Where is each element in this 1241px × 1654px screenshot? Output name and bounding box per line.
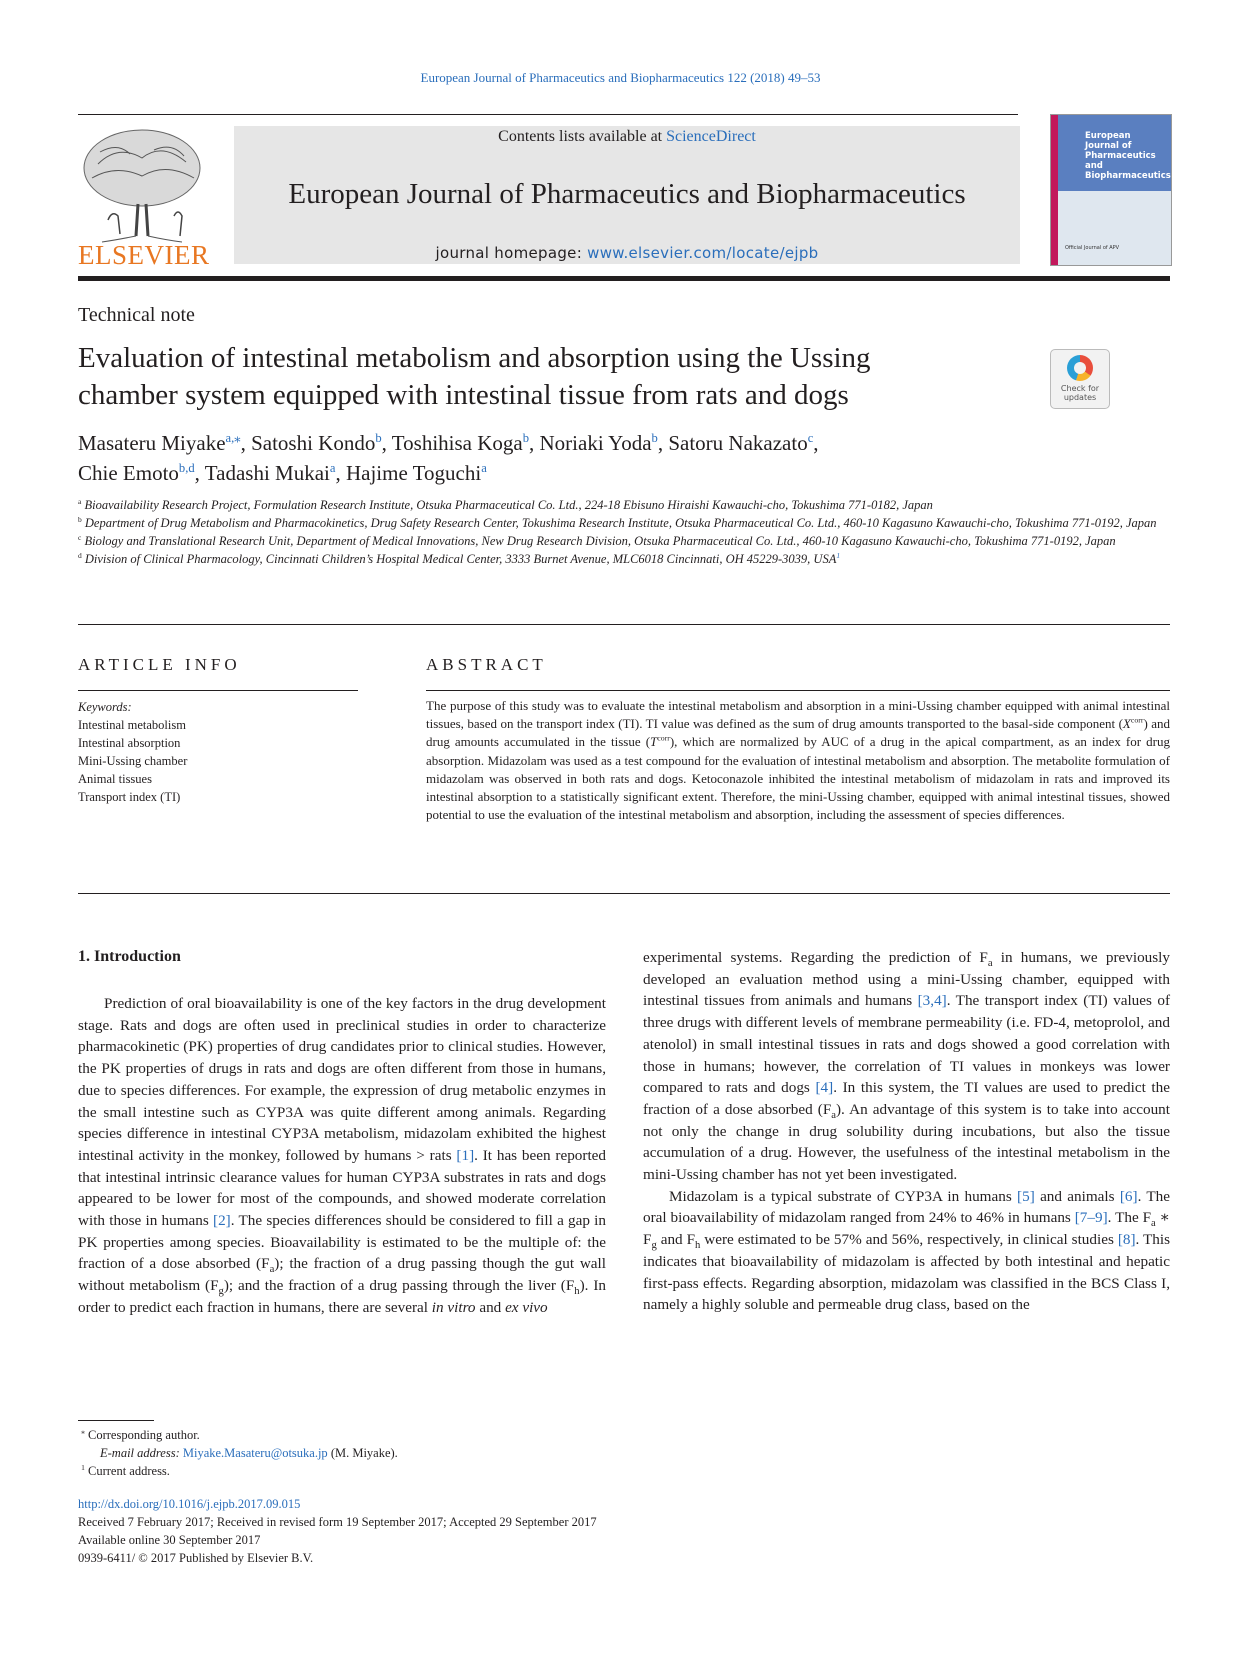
text-segment: Midazolam is a typical substrate of CYP3A in humans	[669, 1187, 1018, 1205]
publication-info	[78, 1495, 597, 1567]
footnote-corresponding	[78, 1426, 398, 1444]
author-affil-mark[interactable]: b	[651, 431, 658, 445]
keyword: Animal tissues	[78, 772, 152, 786]
text-segment: . The F	[1107, 1209, 1152, 1227]
italic-term: ex vivo	[505, 1298, 548, 1316]
affiliations	[78, 496, 1170, 568]
journal-name: European Journal of Pharmaceutics and Biopharmaceutics	[288, 178, 966, 210]
contents-prefix: Contents lists available at	[498, 128, 667, 145]
abstract-superscript: corr	[657, 734, 670, 744]
citation-link[interactable]: [3,4]	[917, 992, 947, 1010]
copyright: 0939-6411/ © 2017 Published by Elsevier B.V.	[78, 1551, 314, 1565]
text-segment: Prediction of oral bioavailability is one of the key factors in the drug development stage. Rats and dogs are often used in preclinical studies in order to characterize pharmacokinetic (PK) properties of drug candidates prior to clinical studies. However, the PK properties of drugs in rats and dogs are often different from those in humans, due to species differences. For example, the expression of drug metabolic enzymes in the small intestine such as CYP3A was quite different among animals. Regarding species difference in intestinal CYP3A metabolism, midazolam exhibited the highest intestinal activity in the monkey, followed by humans > rats	[78, 995, 606, 1164]
email-link[interactable]: Miyake.Masateru@otsuka.jp	[182, 1446, 328, 1460]
online-date: Available online 30 September 2017	[78, 1533, 261, 1547]
keyword: Mini-Ussing chamber	[78, 754, 188, 768]
cover-footer: Official Journal of APV	[1065, 245, 1120, 251]
check-updates-line: Check for	[1060, 384, 1100, 393]
text-segment: were estimated to be 57% and 56%, respectively, in clinical studies	[700, 1231, 1118, 1249]
text-segment: . The oral bioavailability of midazolam ranged from 24% to 46% in humans	[643, 1187, 1170, 1227]
citation-link[interactable]: [8]	[1117, 1231, 1136, 1249]
introduction-heading: 1. Introduction	[78, 948, 181, 965]
article-info-divider	[78, 690, 358, 691]
abstract-text	[426, 697, 1170, 824]
abstract-bottom-divider	[78, 893, 1170, 894]
keywords-label: Keywords:	[78, 700, 132, 714]
author-name[interactable]: Chie Emoto	[78, 461, 179, 485]
abstract-segment: The purpose of this study was to evaluate the intestinal metabolism and absorption in a mini-Ussing chamber equipped with animal intestinal tissues, based on the transport index (TI). TI value was defined as the sum of drug amounts transported to the basal-side component (	[426, 698, 1170, 732]
subscript: a	[269, 1264, 275, 1276]
subscript: a	[831, 1109, 836, 1121]
text-segment: ); and the fraction of a drug passing through the liver (F	[223, 1277, 575, 1295]
citation-link[interactable]: [5]	[1017, 1187, 1035, 1205]
corresponding-mark[interactable]: ⁎	[234, 431, 241, 445]
elsevier-wordmark: ELSEVIER	[78, 240, 210, 270]
text-segment: and F	[656, 1231, 696, 1249]
affiliation	[78, 514, 1170, 532]
keyword: Intestinal absorption	[78, 736, 181, 750]
author-affil-mark[interactable]: a,	[225, 431, 235, 445]
author-name[interactable]: Noriaki Yoda	[539, 431, 652, 455]
author-name[interactable]: Toshihisa Koga	[391, 431, 523, 455]
citation-link[interactable]: [7–9]	[1074, 1209, 1108, 1227]
doi-link[interactable]: http://dx.doi.org/10.1016/j.ejpb.2017.09.015	[78, 1497, 301, 1511]
author-name[interactable]: Satoru Nakazato	[668, 431, 808, 455]
subscript: h	[574, 1286, 580, 1298]
affiliation-text: Division of Clinical Pharmacology, Cincinnati Children’s Hospital Medical Center, 3333 Burnet Avenue, MLC6018 Cincinnati, OH 45229-3039, USA	[84, 552, 837, 566]
abstract-heading: ABSTRACT	[426, 655, 547, 674]
article-type: Technical note	[78, 304, 195, 326]
homepage-line	[234, 244, 1020, 262]
author-affil-mark[interactable]: a	[329, 461, 336, 475]
author-name[interactable]: Tadashi Mukai	[204, 461, 330, 485]
text-segment: . In this system, the TI values are used to predict the fraction of a dose absorbed (F	[643, 1079, 1170, 1118]
author-affil-mark[interactable]: a	[481, 461, 487, 475]
citation-link[interactable]: [6]	[1119, 1187, 1138, 1205]
author-affil-mark[interactable]: b	[375, 431, 382, 445]
affiliation	[78, 550, 1170, 568]
footnote-ref[interactable]: 1	[836, 550, 841, 560]
title-line: chamber system equipped with intestinal tissue from rats and dogs	[78, 379, 849, 411]
affiliation-mark: b	[78, 514, 82, 524]
footnote-text: Corresponding author.	[88, 1428, 200, 1442]
homepage-prefix: journal homepage:	[435, 244, 588, 262]
journal-cover-thumbnail[interactable]	[1050, 114, 1172, 266]
paragraph	[643, 947, 1170, 1186]
header-thick-divider	[78, 276, 1170, 281]
intro-left-column	[78, 993, 606, 1319]
check-updates-label	[1051, 384, 1109, 402]
citation-link[interactable]: [4]	[815, 1079, 834, 1097]
text-segment: experimental systems. Regarding the prediction of F	[643, 949, 988, 966]
abstract-symbol: X	[1122, 716, 1131, 732]
footnote-current-address	[78, 1462, 398, 1480]
email-suffix: (M. Miyake).	[327, 1446, 398, 1460]
author-name[interactable]: Satoshi Kondo	[251, 431, 376, 455]
cover-title	[1085, 131, 1171, 181]
title-line: Evaluation of intestinal metabolism and absorption using the Ussing	[78, 342, 871, 374]
subscript: g	[651, 1240, 657, 1252]
citation-link[interactable]: [1]	[456, 1146, 475, 1164]
paragraph	[78, 993, 606, 1319]
text-segment: and animals	[1034, 1187, 1120, 1205]
text-segment: ∗ F	[643, 1209, 1170, 1249]
affiliation-mark: c	[78, 532, 82, 542]
affiliation-text: Biology and Translational Research Unit, Department of Medical Innovations, New Drug Research Division, Otsuka Pharmaceutical Co. Ltd., 460-10 Kagasuno Kawauchi-cho, Tokushima 771-0192, Japan	[84, 534, 1116, 548]
subscript: a	[1151, 1218, 1156, 1230]
abstract-superscript: corr	[1130, 715, 1144, 725]
cover-title-line: Pharmaceutics and	[1085, 151, 1156, 171]
affiliation	[78, 532, 1170, 550]
paragraph	[643, 1186, 1170, 1316]
keyword: Intestinal metabolism	[78, 718, 186, 732]
cover-title-line: Journal of	[1085, 141, 1132, 151]
author-name[interactable]: Masateru Miyake	[78, 431, 226, 455]
abstract-segment: ) and drug amounts accumulated in the tissue (	[426, 716, 1171, 750]
affiliation-text: Department of Drug Metabolism and Pharmacokinetics, Drug Safety Research Center, Tokushima Research Institute, Otsuka Pharmaceutical Co. Ltd., 460-10 Kagasuno Kawauchi-cho, Tokushima 771-0192, Japan	[84, 516, 1157, 530]
author-list: Masateru Miyake$^{a,⁎}$, Satoshi Kondo$^b$, Toshihisa Koga$^b$, Noriaki Yoda$^b$, Satoru Nakazato$^c$, Chie Emoto$^{b,d}$, Tadashi Mukai$^a$, Hajime Toguchi$^a$	[78, 431, 819, 485]
affiliation-mark: a	[78, 496, 82, 506]
author-affil-mark[interactable]: b	[522, 431, 530, 445]
intro-right-column	[643, 947, 1170, 1316]
text-segment: ); the fraction of a drug passing though the gut wall without metabolism (F	[78, 1255, 606, 1295]
affiliation	[78, 496, 1170, 514]
affiliation-mark: d	[78, 550, 82, 560]
author-affil-mark[interactable]: c	[807, 431, 814, 445]
cover-stripe	[1051, 115, 1058, 265]
footnotes	[78, 1426, 398, 1480]
abstract-segment: ), which are normalized by AUC of a drug in the apical compartment, as an index for drug absorption. Midazolam was used as a test compound for the evaluation of intestinal metabolism and absorption. The metabolite formulation of midazolam was observed in both rats and dogs. Ketoconazole inhibited the intestinal metabolism of midazolam in rats and improved its intestinal absorption to a statistically significant extent. Therefore, the mini-Ussing chamber, equipped with animal intestinal tissues, showed potential to use the evaluation of the intestinal metabolism and absorption, including the assessment of species differences.	[426, 734, 1170, 823]
footnote-mark: ⁎	[81, 1426, 85, 1436]
footnote-mark: 1	[81, 1462, 85, 1472]
subscript: h	[695, 1240, 701, 1252]
keywords-block	[78, 698, 187, 806]
affiliation-text: Bioavailability Research Project, Formulation Research Institute, Otsuka Pharmaceutical Co. Ltd., 224-18 Ebisuno Hiraishi Kawauchi-cho, Tokushima 771-0182, Japan	[84, 498, 933, 512]
cover-title-line: Biopharmaceutics	[1085, 171, 1171, 181]
check-updates-icon	[1067, 355, 1093, 381]
author-name[interactable]: Hajime Toguchi	[345, 461, 482, 485]
italic-term: in vitro	[431, 1298, 476, 1316]
article-info-heading: ARTICLE INFO	[78, 655, 241, 674]
journal-citation[interactable]: European Journal of Pharmaceutics and Biopharmaceutics 122 (2018) 49–53	[420, 70, 821, 85]
received-dates: Received 7 February 2017; Received in revised form 19 September 2017; Accepted 29 September 2017	[78, 1515, 597, 1529]
text-segment: ). An advantage of this system is to take into account not only the change in drug solubility during incubations, but also the tissue accumulation of a drug. However, the usefulness of the intestinal metabolism in the mini-Ussing chamber has not yet been investigated.	[643, 1100, 1170, 1184]
homepage-link[interactable]: www.elsevier.com/locate/ejpb	[587, 244, 819, 262]
text-segment: . This indicates that bioavailability of midazolam is affected by both intestinal and hepatic first-pass effects. Regarding absorption, midazolam was classified in the BCS Class I, namely a highly soluble and permeable drug class, based on the	[643, 1231, 1170, 1314]
text-segment: . The transport index (TI) values of three drugs with different levels of membrane permeability (i.e. FD-4, metoprolol, and atenolol) in small intestinal tissues in rats and dogs showed a good correlation with those in humans; however, the correlation of TI values in monkeys was lower compared to rats and dogs	[643, 992, 1170, 1097]
footnote-divider	[78, 1420, 154, 1421]
sciencedirect-link[interactable]: ScienceDirect	[666, 128, 756, 145]
text-segment: . The species differences should be considered to fill a gap in PK properties among species. Bioavailability is estimated to be the multiple of: the fraction of a dose absorbed (F	[78, 1212, 606, 1273]
text-segment: in humans, we previously developed an evaluation method using a mini-Ussing chamber, equipped with intestinal tissues from animals and humans	[643, 949, 1170, 1010]
keyword: Transport index (TI)	[78, 790, 181, 804]
footnote-text: Current address.	[88, 1464, 170, 1478]
article-title	[78, 340, 978, 414]
text-segment: ). In order to predict each fraction in humans, there are several	[78, 1277, 606, 1316]
citation-link[interactable]: [2]	[213, 1212, 231, 1230]
subscript: a	[987, 958, 993, 970]
footnote-email	[78, 1444, 398, 1462]
text-segment: and	[475, 1298, 506, 1316]
section-divider	[78, 624, 1170, 625]
author-affil-mark[interactable]: b,d	[178, 461, 195, 475]
abstract-symbol: T	[650, 734, 658, 750]
check-for-updates-button[interactable]	[1050, 349, 1110, 409]
contents-line	[234, 128, 1020, 146]
top-divider	[78, 114, 1018, 115]
text-segment: . It has been reported that intestinal intrinsic clearance values for human CYP3A substrates in rats and dogs appeared to be lower for most of the compounds, and showed moderate correlation with those in humans	[78, 1146, 606, 1230]
email-label: E-mail address:	[100, 1446, 183, 1460]
subscript: g	[218, 1286, 224, 1298]
check-updates-line: updates	[1063, 393, 1097, 402]
abstract-divider	[426, 690, 1170, 691]
cover-title-line: European	[1085, 131, 1131, 141]
